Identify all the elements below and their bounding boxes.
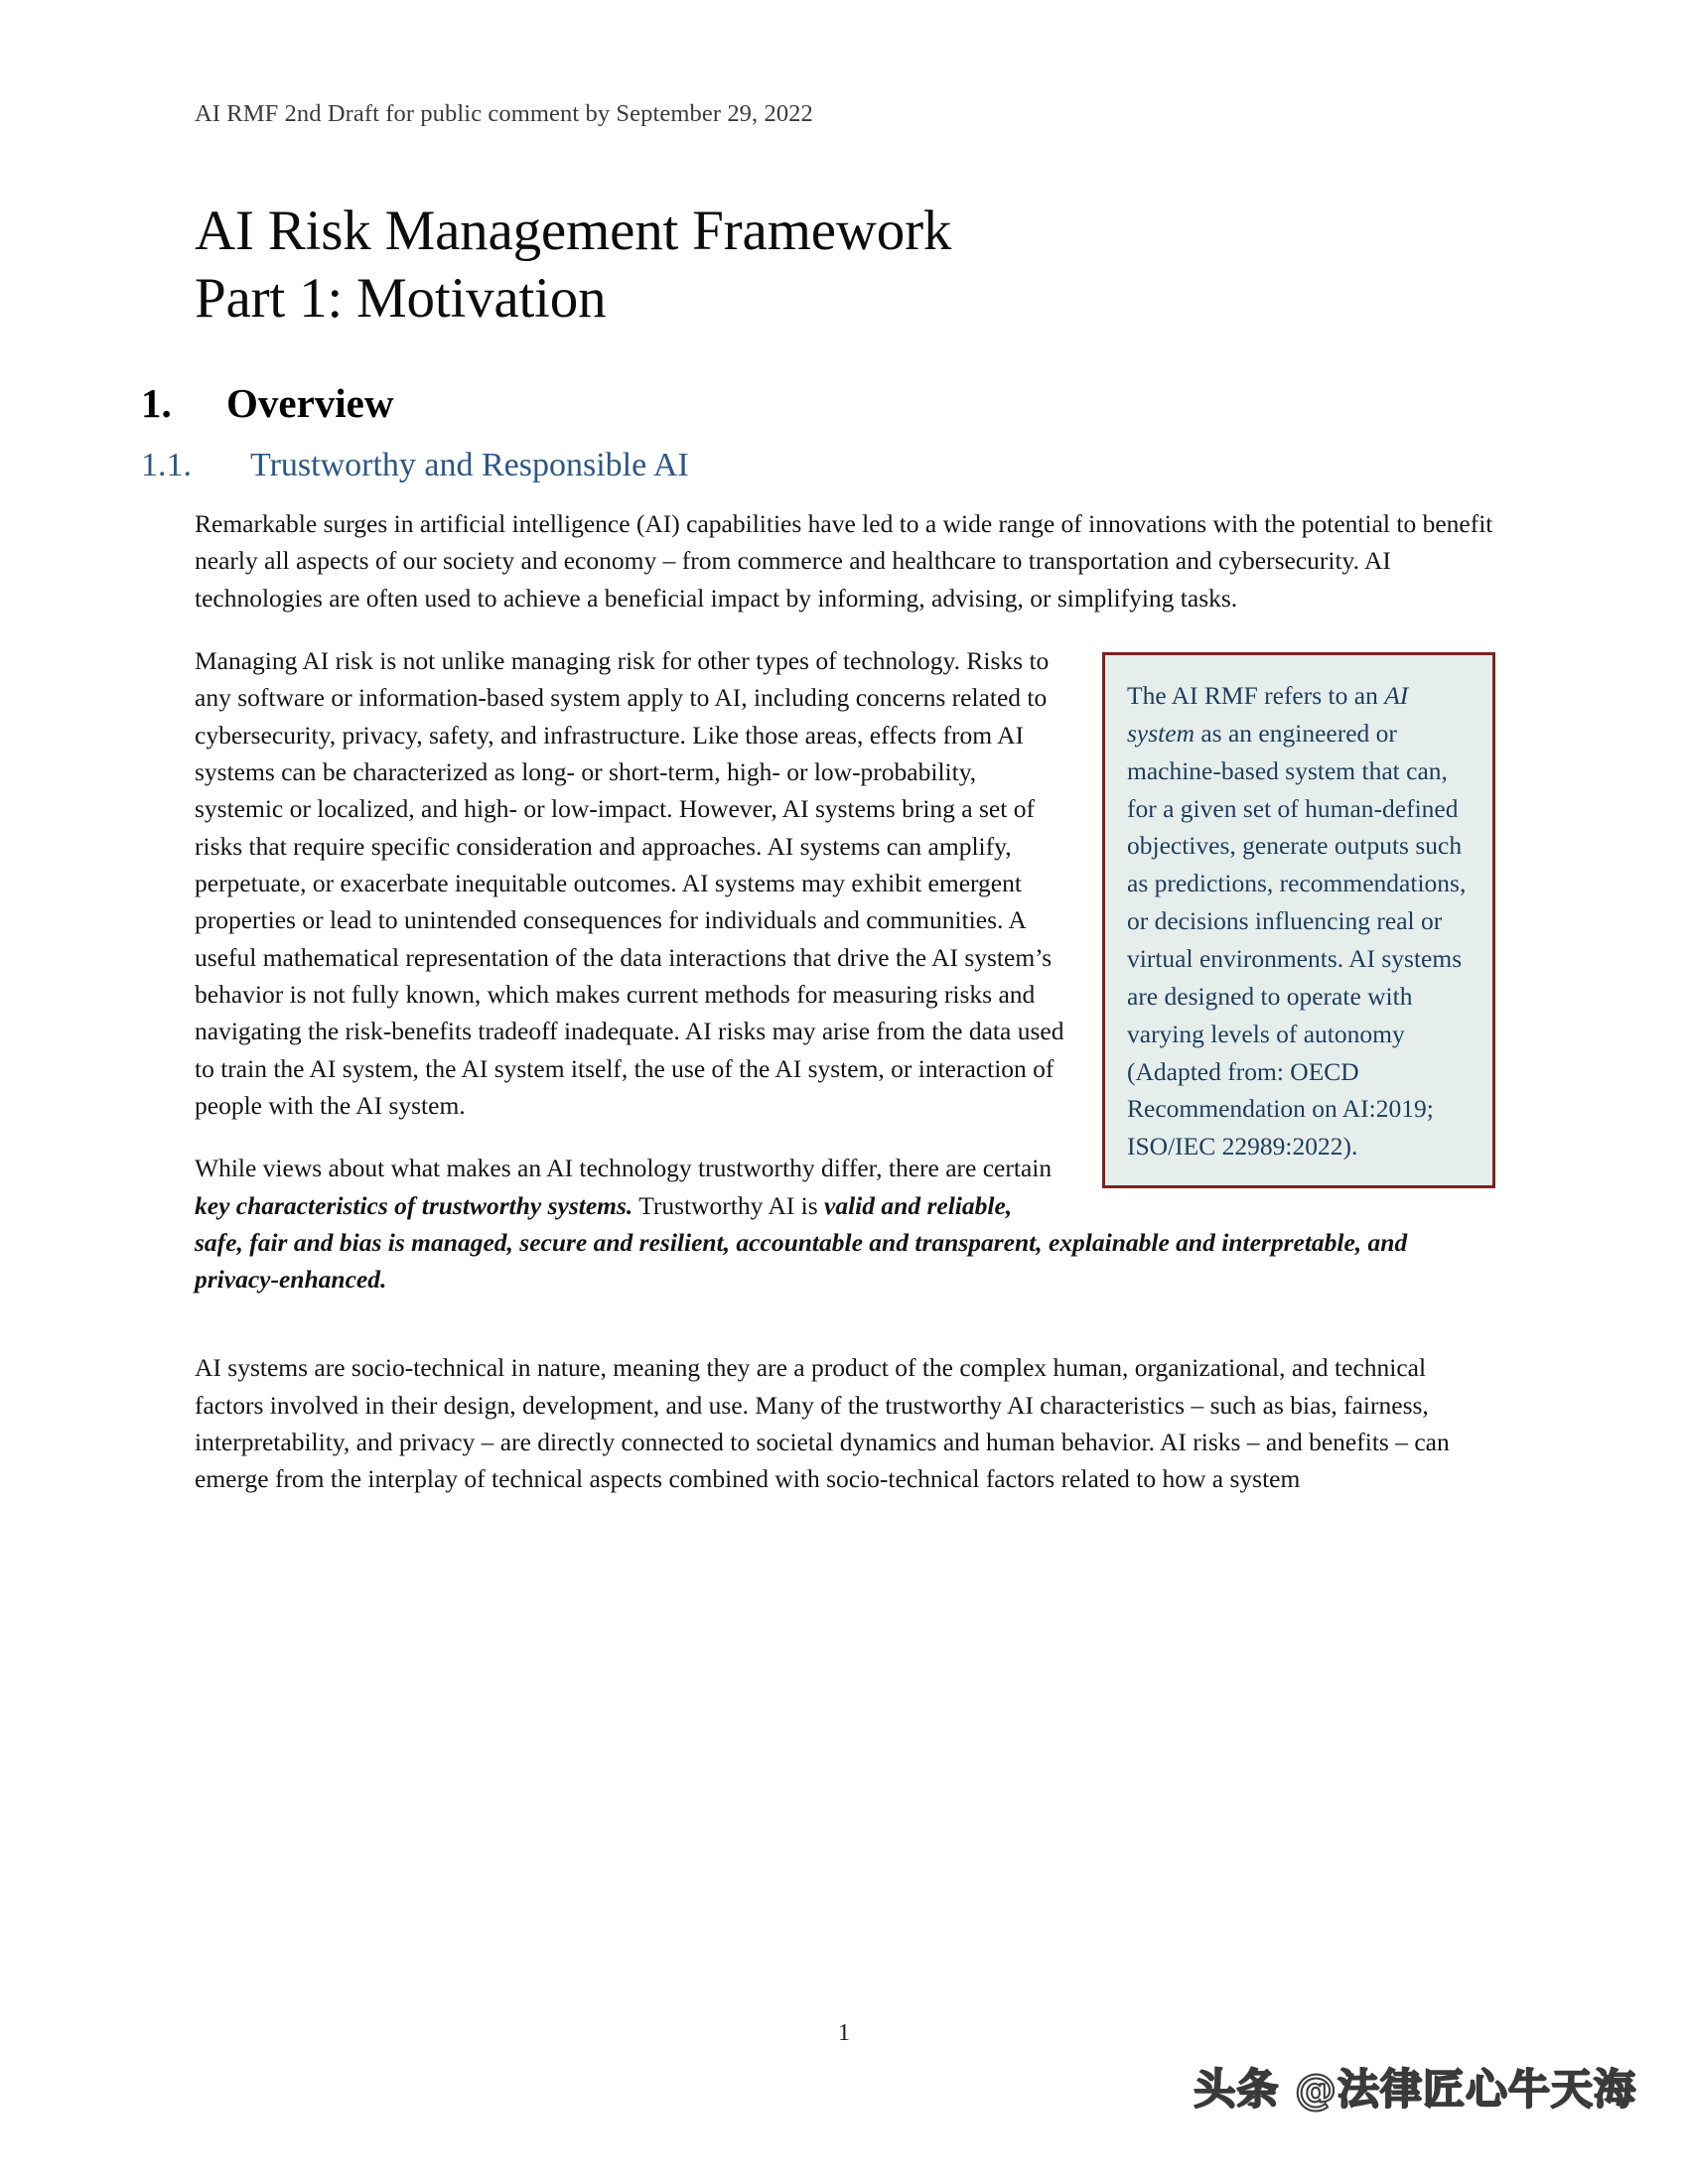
section-heading-1-1 bbox=[141, 447, 1495, 484]
paragraph-3-plain-1: While views about what makes an AI technology trustworthy differ, there are certain bbox=[195, 1154, 1053, 1183]
paragraph-3-emphasis-1: key characteristics of trustworthy systems. bbox=[195, 1190, 633, 1220]
paragraph-1: Remarkable surges in artificial intelligence (AI) capabilities have led to a wide range of innovations with the potential to benefit nearly all aspects of our society and economy – from commerce and healthcare to transportation and cybersecurity. AI technologies are often used to achieve a beneficial impact by informing, advising, or simplifying tasks. bbox=[195, 508, 1493, 613]
watermark: 头条 @法律匠心牛天海 bbox=[1194, 2065, 1636, 2114]
paragraph-3-plain-2: Trustworthy AI is bbox=[633, 1190, 825, 1220]
document-title bbox=[195, 198, 1495, 332]
running-header: AI RMF 2nd Draft for public comment by September 29, 2022 bbox=[195, 100, 813, 127]
callout-text-part-1: The AI RMF refers to an bbox=[1127, 680, 1385, 710]
wrapped-text-region bbox=[195, 642, 1495, 1323]
page-number: 1 bbox=[838, 2020, 850, 2046]
section-heading-1-number: 1. bbox=[141, 379, 172, 426]
document-title-line-2: Part 1: Motivation bbox=[195, 266, 607, 330]
section-heading-1-1-label: Trustworthy and Responsible AI bbox=[250, 446, 689, 483]
section-heading-1-1-number: 1.1. bbox=[141, 446, 192, 483]
ai-system-definition-callout bbox=[1102, 652, 1495, 1188]
section-heading-1 bbox=[141, 379, 1495, 427]
callout-italic-term: AI system bbox=[1127, 680, 1409, 748]
section-heading-1-label: Overview bbox=[226, 379, 394, 426]
paragraph-4: AI systems are socio-technical in nature, meaning they are a product of the complex human, organizational, and technical factors involved in their design, development, and use. Many of the trustworthy AI characteristics – such as bias, fairness, interpretability, and privacy – are directly connected to societal dynamics and human behavior. AI risks – and benefits – can emerge from the interplay of technical aspects combined with socio-technical factors related to how a system bbox=[195, 1353, 1450, 1494]
paragraph-2: Managing AI risk is not unlike managing risk for other types of technology. Risks to any software or information-based system apply to AI, including concerns related to cybersecurity, privacy, safety, and infrastructure. Like those areas, effects from AI systems can be characterized as long- or short-term, high- or low-probability, systemic or localized, and high- or low-impact. However, AI systems bring a set of risks that require specific consideration and approaches. AI systems can amplify, perpetuate, or exacerbate inequitable outcomes. AI systems may exhibit emergent properties or lead to unintended consequences for individuals and communities. A useful mathematical representation of the data interactions that drive the AI system’s behavior is not fully known, which makes current methods for measuring risks and navigating the risk-benefits tradeoff inadequate. AI risks may arise from the data used to train the AI system, the AI system itself, the use of the AI system, or interaction of people with the AI system. bbox=[195, 645, 1064, 1121]
paragraph-3-emphasis-2: valid and reliable, safe, fair and bias is managed, secure and resilient, accountable and transparent, explainable and interpretable, and privacy-enhanced. bbox=[195, 1190, 1408, 1295]
callout-text-part-2: as an engineered or machine-based system that can, for a given set of human-defined objectives, generate outputs such as predictions, recommendations, or decisions influencing real or virtual environments. AI systems are designed to operate with varying levels of autonomy (Adapted from: OECD Recommendation on AI:2019; ISO/IEC 22989:2022). bbox=[1127, 718, 1467, 1161]
page-content bbox=[141, 0, 1495, 1523]
document-title-line-1: AI Risk Management Framework bbox=[195, 200, 952, 263]
